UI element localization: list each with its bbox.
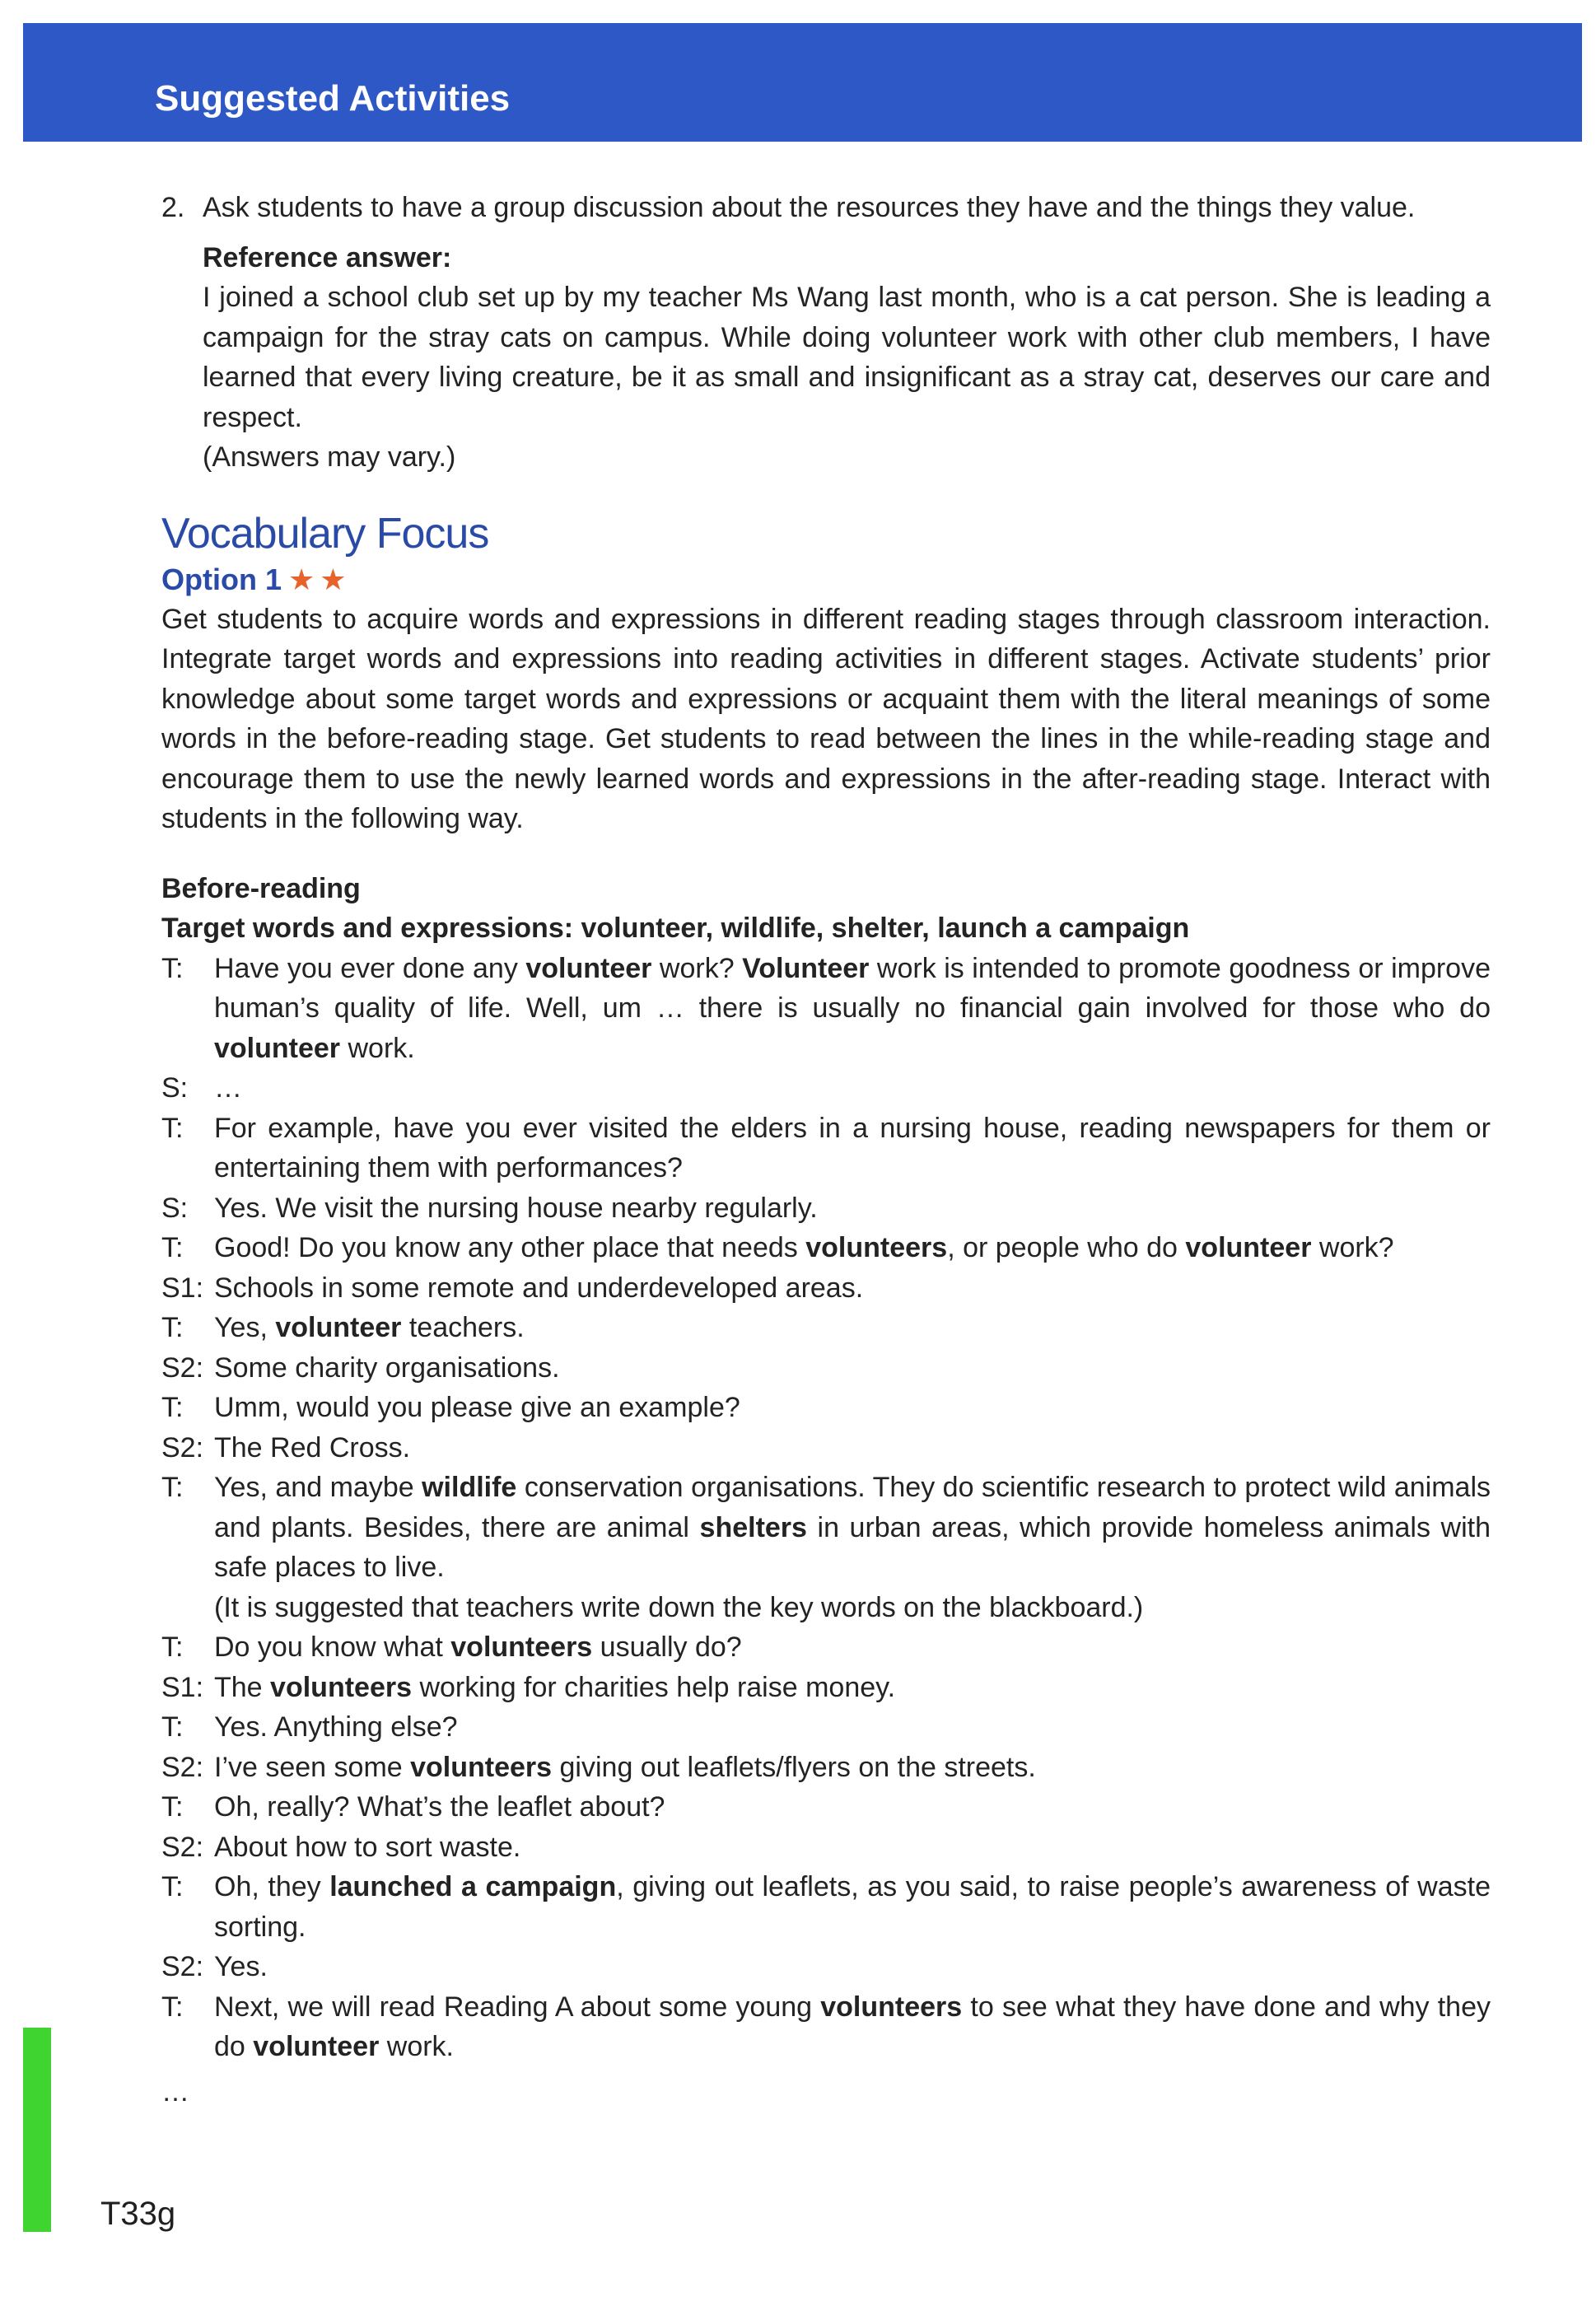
text-segment: in urban areas, which provide homeless animals with safe places to live. [214,1511,1491,1583]
dialogue-line [161,1668,1491,1708]
key-word: wildlife [422,1472,517,1503]
text-segment: Some charity organisations. [214,1351,560,1384]
dialogue-list [161,949,1491,2067]
closing-ellipsis: … [161,2075,189,2108]
text-segment: work? [1311,1232,1394,1263]
text-segment: usually do? [592,1631,742,1663]
speaker-label: T: [161,1472,184,1503]
key-word: volunteers [410,1751,553,1783]
text-segment: Yes. We visit the nursing house nearby regularly. [214,1192,818,1224]
dialogue-text [214,1268,1491,1309]
dialogue-text [214,1068,1491,1109]
dialogue-text [214,1828,1491,1868]
text-segment: work? [651,952,743,984]
dialogue-line [161,1828,1491,1868]
text-segment: For example, have you ever visited the elders in a nursing house, reading newspapers for them or entertaining them with performances? [214,1112,1491,1183]
option-heading [161,560,1491,600]
dialogue-line [161,1787,1491,1828]
text-segment: Do you know what [214,1631,451,1663]
speaker-label: T: [161,1791,184,1823]
text-segment: working for charities help raise money. [412,1671,896,1703]
activity-number: 2. [161,192,185,223]
teacher-note: (It is suggested that teachers write down the key words on the blackboard.) [214,1591,1144,1623]
stage-heading: Before-reading [161,872,361,904]
dialogue-line [161,1388,1491,1428]
speaker-label: T: [161,1112,184,1144]
speaker-label: S1: [161,1671,204,1703]
difficulty-stars-icon: ★★ [288,562,352,596]
dialogue-text [214,1947,1491,1987]
dialogue-line [161,1627,1491,1668]
text-segment: … [214,1072,242,1104]
text-segment: Yes. Anything else? [214,1711,458,1743]
speaker-label: T: [161,1871,184,1902]
key-word: volunteers [820,1991,963,2023]
speaker-label: S: [161,1192,189,1224]
text-segment: conservation organisations. They do scientific research to protect wild animals and plants. Besides, there are animal [214,1472,1491,1543]
text-segment: Yes, and maybe [214,1472,422,1503]
text-segment: , giving out leaflets, as you said, to raise people’s awareness of waste sorting. [214,1871,1491,1943]
key-word: volunteers [270,1671,412,1703]
speaker-label: T: [161,1312,184,1343]
vocabulary-focus-heading: Vocabulary Focus [161,509,489,558]
key-word: volunteer [253,2031,380,2062]
speaker-label: T: [161,1991,184,2023]
speaker-label: T: [161,1711,184,1743]
reference-answer-label: Reference answer: [203,241,452,273]
text-segment: Oh, really? What’s the leaflet about? [214,1791,665,1823]
dialogue-text [214,1228,1491,1268]
text-segment: Next, we will read Reading A about some young [214,1991,821,2023]
dialogue-text [214,1428,1491,1468]
key-word: launched a campaign [329,1871,617,1902]
text-segment: Yes, [214,1312,276,1343]
dialogue-text [214,1348,1491,1389]
dialogue-line [161,1068,1491,1109]
text-segment: Good! Do you know any other place that needs [214,1232,806,1263]
key-word: volunteer [1185,1232,1312,1263]
text-segment: Yes. [214,1951,268,1982]
target-words-line: Target words and expressions: volunteer, wildlife, shelter, launch a campaign [161,913,1190,944]
text-segment: Schools in some remote and underdeveloped areas. [214,1272,864,1304]
activity-text: Ask students to have a group discussion about the resources they have and the things they value. [203,192,1416,223]
text-segment: The [214,1671,271,1703]
dialogue-line [161,1428,1491,1468]
text-segment: to see what they have done and why they do [214,1991,1491,2062]
speaker-label: T: [161,952,184,984]
text-segment: teachers. [401,1312,525,1343]
page-number: T33g [100,2196,176,2232]
section-header-title: Suggested Activities [155,78,511,119]
text-segment: work is intended to promote goodness or improve human’s quality of life. Well, um … there is usually no financial gain involved for those who do [214,952,1491,1024]
dialogue-line [161,1468,1491,1627]
answers-may-vary-note: (Answers may vary.) [203,441,456,473]
speaker-label: T: [161,1232,184,1263]
dialogue-text [214,1668,1491,1708]
page-content [161,188,1491,2112]
text-segment: About how to sort waste. [214,1831,521,1863]
vocabulary-intro-paragraph: Get students to acquire words and expressions in different reading stages through classroom interaction. Integrate target words and expressions into reading activities in different stages. Activate students’ prior knowledge about some target words and expressions or acquaint them with the literal meanings of some words in the before-reading stage. Get students to read between the lines in the while-reading stage and encourage them to use the newly learned words and expressions in the after-reading stage. Interact with students in the following way. [161,603,1491,834]
dialogue-text [214,1867,1491,1947]
speaker-label: S2: [161,1951,204,1982]
dialogue-text [214,1787,1491,1828]
key-word: volunteers [805,1232,948,1263]
speaker-label: S2: [161,1751,204,1783]
dialogue-line [161,1987,1491,2067]
dialogue-text [214,1748,1491,1788]
dialogue-text [214,1188,1491,1229]
dialogue-text [214,1308,1491,1348]
dialogue-text [214,1627,1491,1668]
dialogue-line [161,1308,1491,1348]
option-label: Option 1 [161,562,282,596]
key-word: volunteers [450,1631,593,1663]
dialogue-line [161,949,1491,1069]
speaker-label: S2: [161,1831,204,1863]
speaker-label: T: [161,1631,184,1663]
side-color-bar [23,2028,51,2232]
speaker-label: S1: [161,1272,204,1304]
key-word: Volunteer [742,952,870,984]
dialogue-line [161,1707,1491,1748]
key-word: volunteer [214,1032,341,1064]
text-segment: The Red Cross. [214,1431,411,1463]
dialogue-line [161,1867,1491,1947]
text-segment: , or people who do [947,1232,1186,1263]
dialogue-text [214,1109,1491,1188]
text-segment: work. [379,2031,454,2062]
dialogue-text [214,1388,1491,1428]
speaker-label: T: [161,1392,184,1423]
dialogue-text [214,1707,1491,1748]
text-segment: work. [340,1032,415,1064]
activity-item [161,188,1491,228]
dialogue-text [214,949,1491,1069]
key-word: volunteer [275,1312,402,1343]
dialogue-line [161,1268,1491,1309]
key-word: shelters [699,1511,807,1543]
dialogue-line [161,1947,1491,1987]
speaker-label: S: [161,1072,189,1104]
dialogue-text [214,1468,1491,1627]
text-segment: giving out leaflets/flyers on the streets. [552,1751,1036,1783]
dialogue-line [161,1348,1491,1389]
text-segment: Oh, they [214,1871,330,1902]
reference-answer-text: I joined a school club set up by my teacher Ms Wang last month, who is a cat person. She is leading a campaign for the stray cats on campus. While doing volunteer work with other club members, I have learned that every living creature, be it as small and insignificant as a stray cat, deserves our care and respect. [203,282,1491,433]
speaker-label: S2: [161,1431,204,1463]
dialogue-line [161,1109,1491,1188]
text-segment: Umm, would you please give an example? [214,1392,740,1423]
text-segment: I’ve seen some [214,1751,411,1783]
reference-answer-block [203,238,1491,478]
dialogue-text [214,1987,1491,2067]
dialogue-line [161,1748,1491,1788]
key-word: volunteer [525,952,652,984]
dialogue-line [161,1188,1491,1229]
speaker-label: S2: [161,1351,204,1384]
dialogue-line [161,1228,1491,1268]
text-segment: Have you ever done any [214,952,526,984]
